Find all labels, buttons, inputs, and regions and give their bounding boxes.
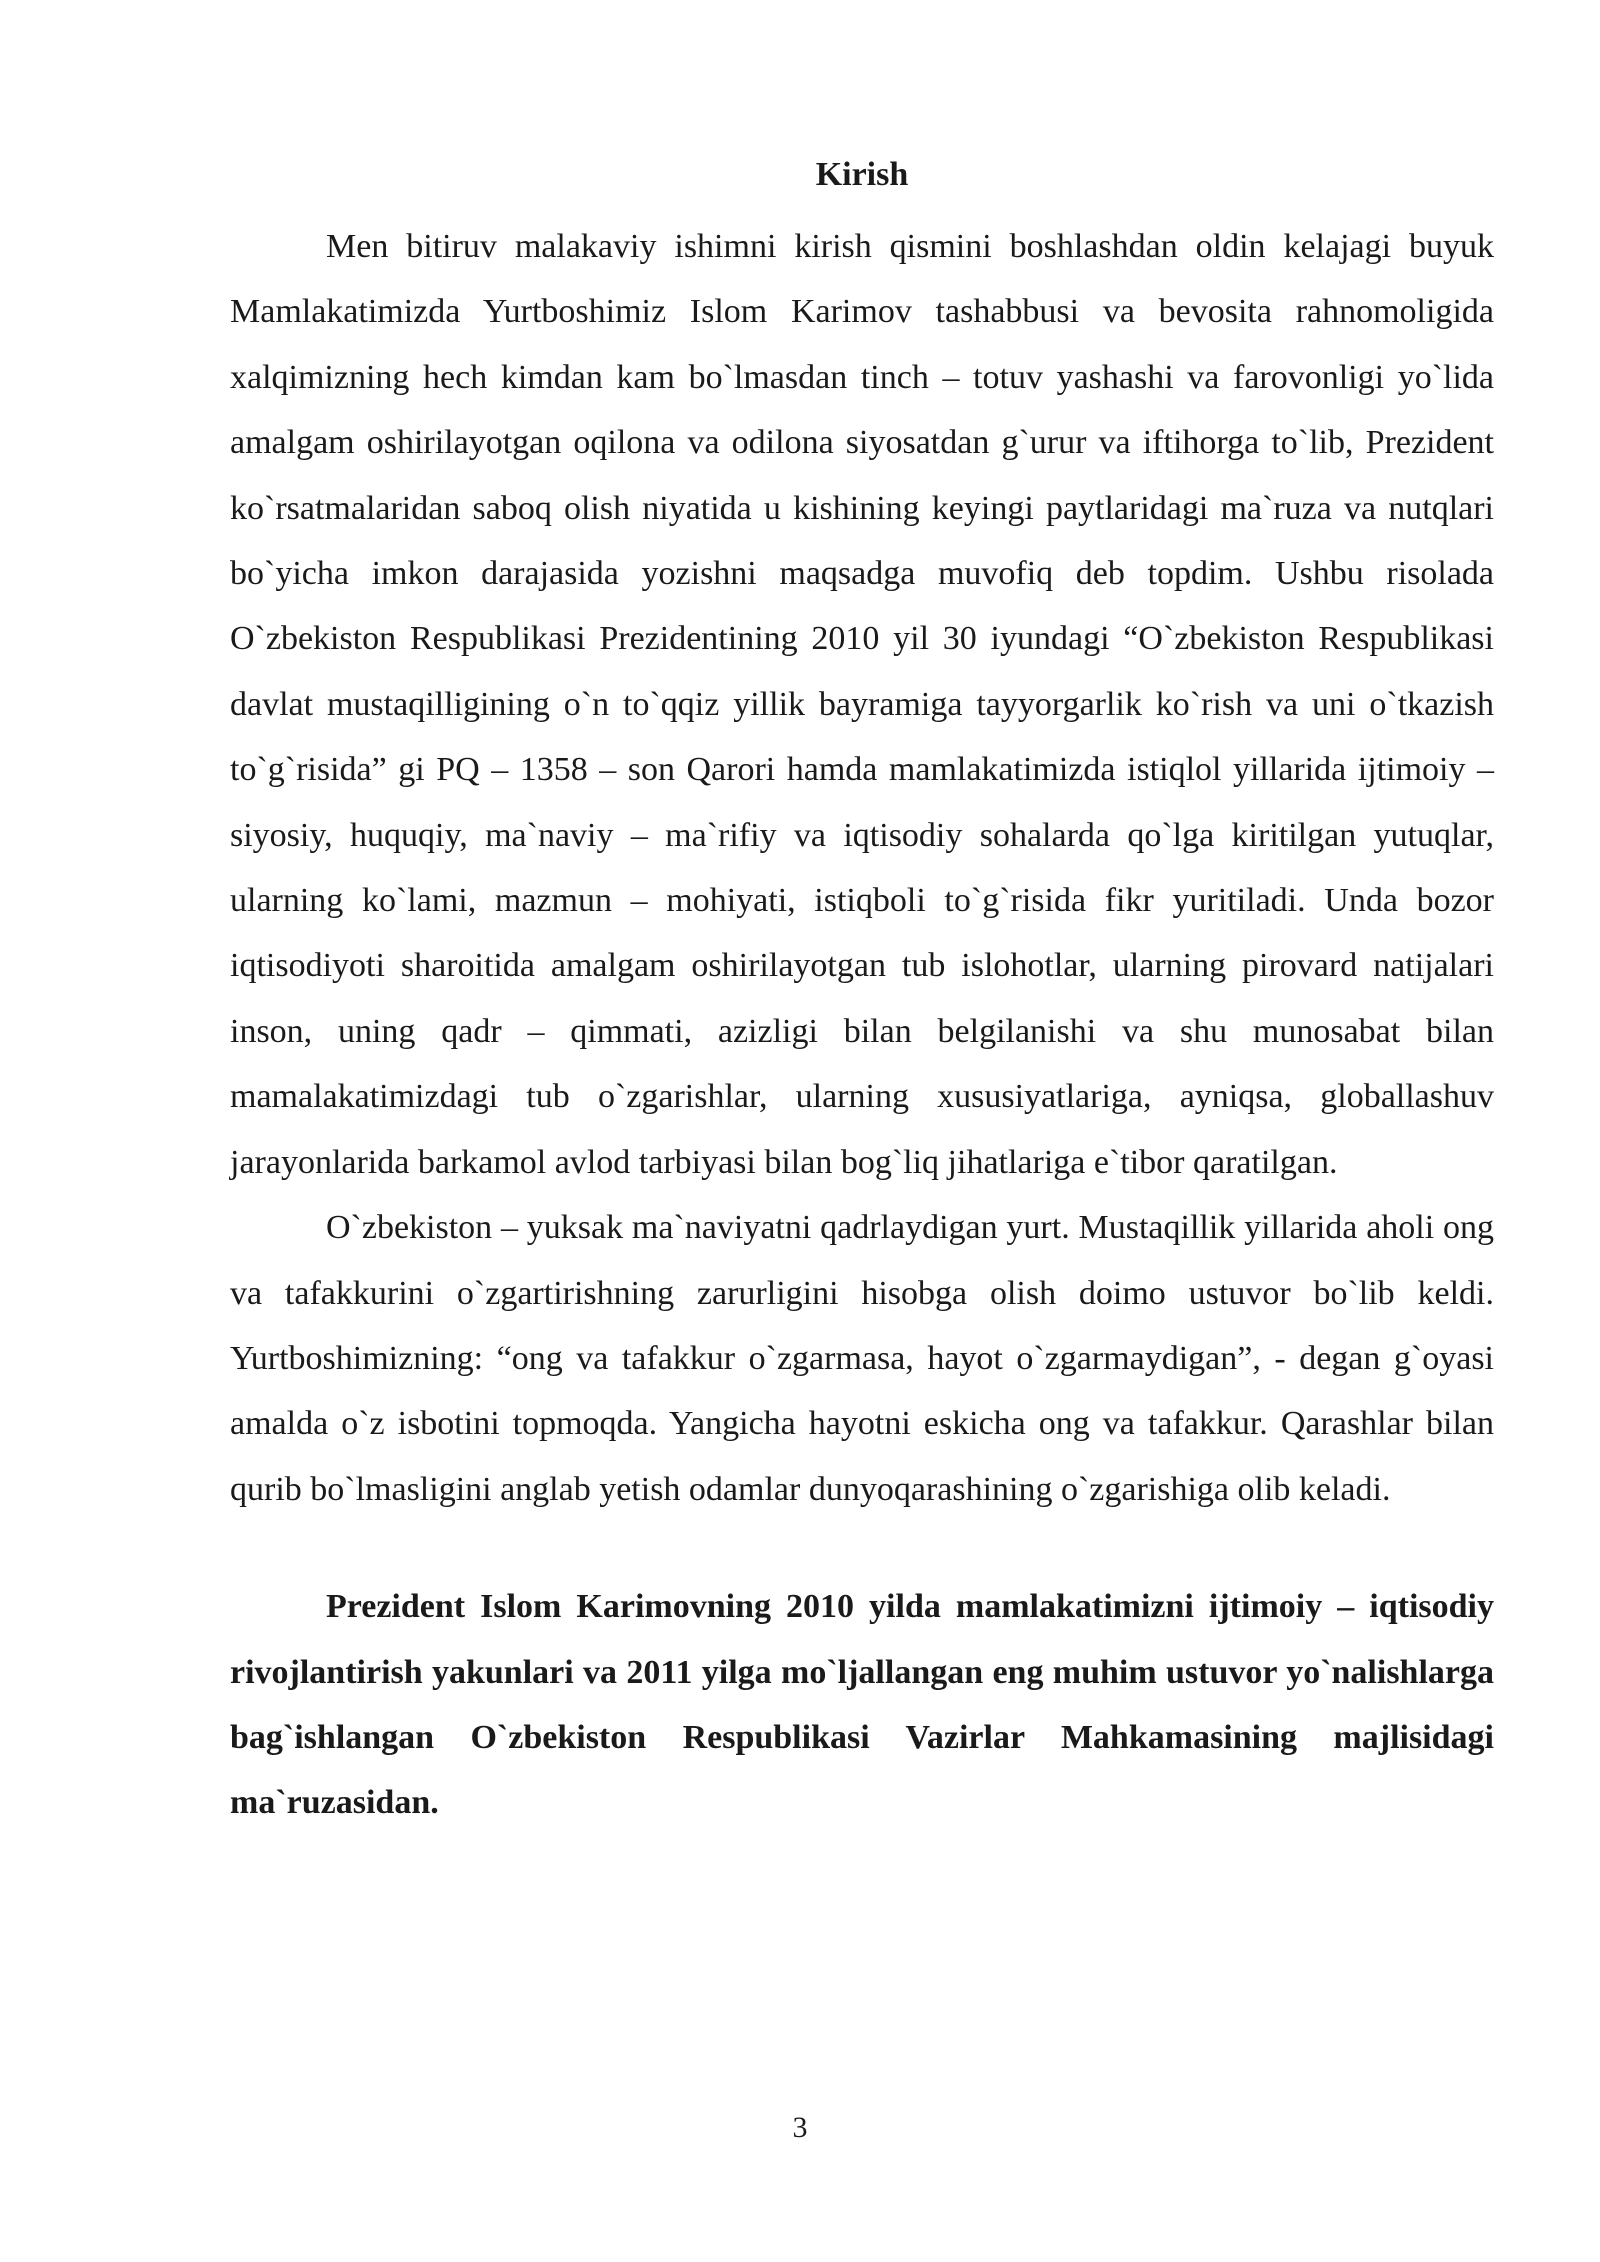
paragraph-intro: Men bitiruv malakaviy ishimni kirish qismini boshlashdan oldin kelajagi buyuk Mamlakatimizda Yurtboshimiz Islom Karimov tashabbusi va bevosita rahnomoligida xalqimizning hech kimdan kam bo`lmasdan tinch – totuv yashashi va farovonligi yo`lida amalgam oshirilayotgan oqilona va odilona siyosatdan g`urur va iftihorga to`lib, Prezident ko`rsatmalaridan saboq olish niyatida u kishining keyingi paytlaridagi ma`ruza va nutqlari bo`yicha imkon darajasida yozishni maqsadga muvofiq deb topdim. Ushbu risolada O`zbekiston Respublikasi Prezidentining 2010 yil 30 iyundagi “O`zbekiston Respublikasi davlat mustaqilligining o`n to`qqiz yillik bayramiga tayyorgarlik ko`rish va uni o`tkazish to`g`risida” gi PQ – 1358 – son Qarori hamda mamlakatimizda istiqlol yillarida ijtimoiy – siyosiy, huquqiy, ma`naviy – ma`rifiy va iqtisodiy sohalarda qo`lga kiritilgan yutuqlar, ularning ko`lami, mazmun – mohiyati, istiqboli to`g`risida fikr yuritiladi. Unda bozor iqtisodiyoti sharoitida amalgam oshirilayotgan tub islohotlar, ularning pirovard natijalari inson, uning qadr – qimmati, azizligi bilan belgilanishi va shu munosabat bilan mamalakatimizdagi tub o`zgarishlar, ularning xususiyatlariga, ayniqsa, globallashuv jarayonlarida barkamol avlod tarbiyasi bilan bog`liq jihatlariga e`tibor qaratilgan.	[230, 228, 1494, 1181]
section-heading: Prezident Islom Karimovning 2010 yilda mamlakatimizni ijtimoiy – iqtisodiy rivojlantirish yakunlari va 2011 yilga mo`ljallangan eng muhim ustuvor yo`nalishlarga bag`ishlangan O`zbekiston Respublikasi Vazirlar Mahkamasining majlisidagi ma`ruzasidan.	[230, 1588, 1494, 1822]
page-number: 3	[792, 2111, 808, 2144]
page-title: Kirish	[815, 156, 909, 193]
page-content	[230, 148, 1494, 1836]
paragraph-uzbekistan: O`zbekiston – yuksak ma`naviyatni qadrlaydigan yurt. Mustaqillik yillarida aholi ong va tafakkurini o`zgartirishning zarurligini hisobga olish doimo ustuvor bo`lib keldi. Yurtboshimizning: “ong va tafakkur o`zgarmasa, hayot o`zgarmaydigan”, - degan g`oyasi amalda o`z isbotini topmoqda. Yangicha hayotni eskicha ong va tafakkur. Qarashlar bilan qurib bo`lmasligini anglab yetish odamlar dunyoqarashining o`zgarishiga olib keladi.	[230, 1209, 1494, 1508]
